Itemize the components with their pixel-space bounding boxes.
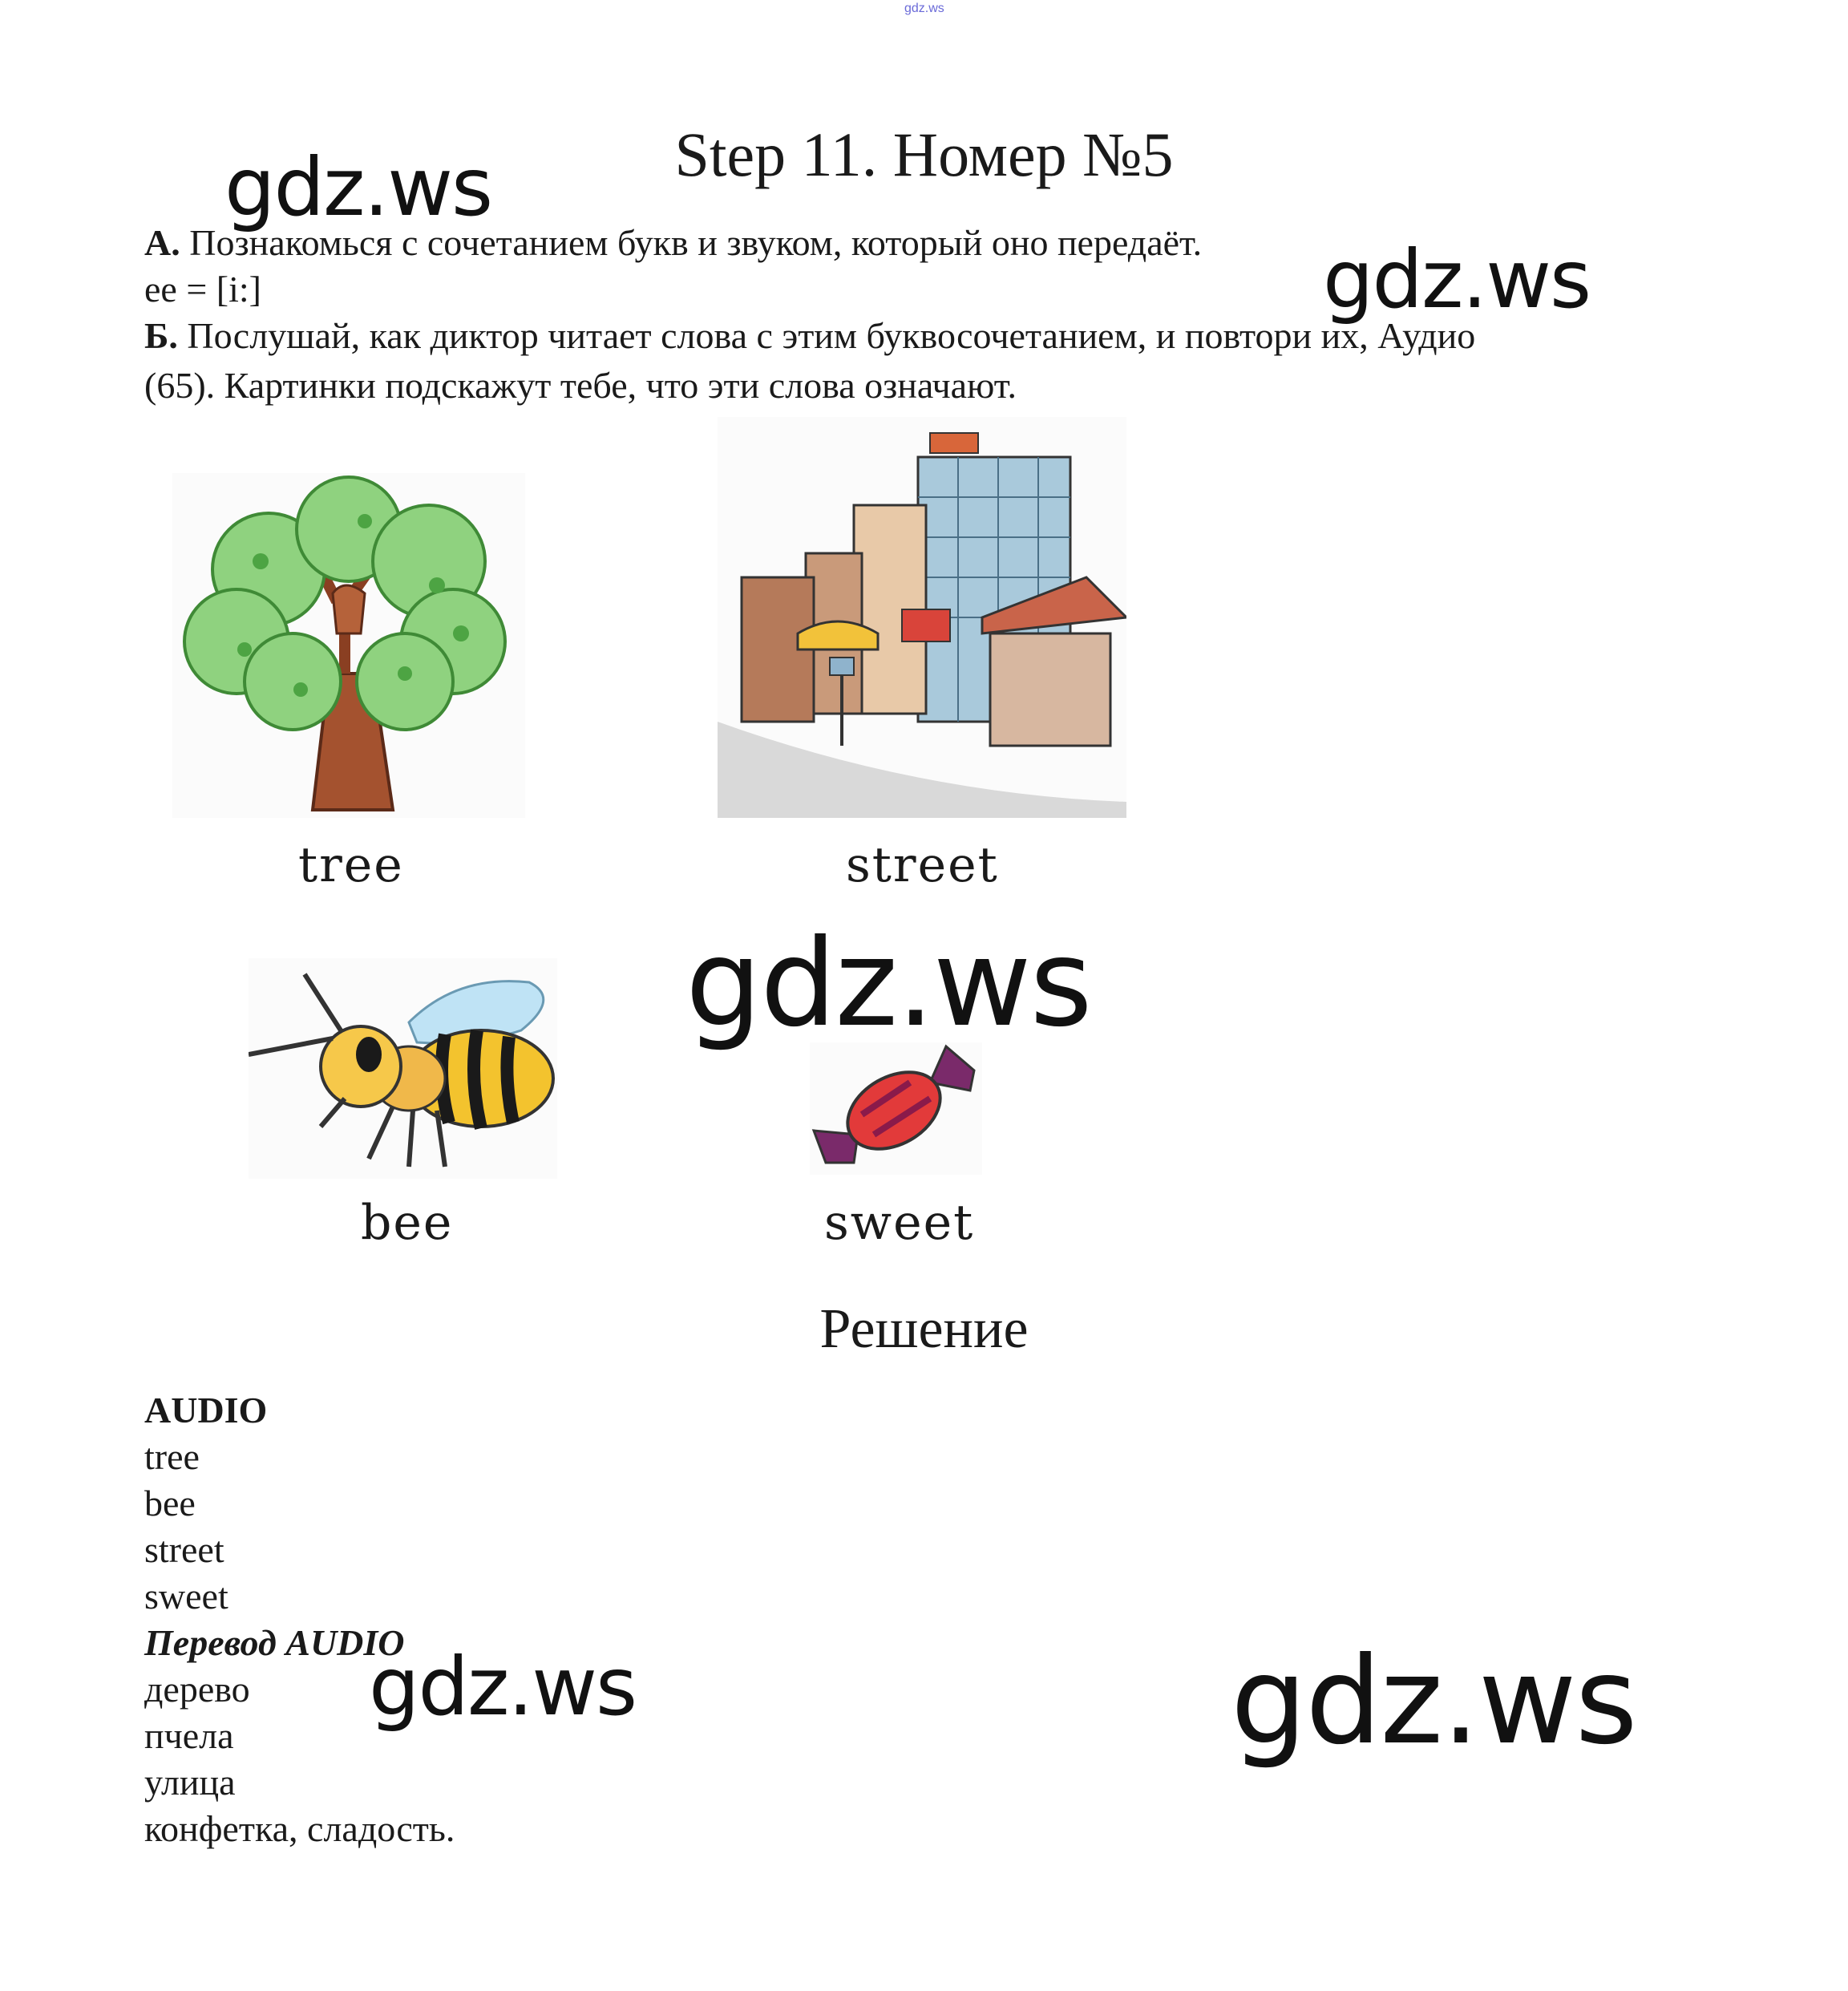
- audio-word: street: [144, 1529, 224, 1570]
- translation-word: дерево: [144, 1669, 250, 1710]
- tree-picture: [172, 473, 525, 818]
- page-title: Step 11. Номер №5: [674, 119, 1174, 189]
- watermark: gdz.ws: [1231, 1632, 1636, 1771]
- translation-word: конфетка, сладость.: [144, 1808, 455, 1849]
- bee-caption: bee: [361, 1195, 454, 1251]
- translation-word: пчела: [144, 1715, 234, 1756]
- audio-word: sweet: [144, 1576, 228, 1617]
- watermark: gdz.ws: [224, 140, 492, 234]
- solution-list: [144, 1387, 455, 1852]
- audio-heading: AUDIO: [144, 1390, 268, 1431]
- watermark: gdz.ws: [1323, 233, 1591, 326]
- translation-word: улица: [144, 1762, 236, 1803]
- translation-heading: Перевод AUDIO: [144, 1622, 405, 1663]
- solution-heading: Решение: [819, 1298, 1029, 1360]
- watermark: gdz.ws: [369, 1640, 637, 1734]
- task-b-label: Б.: [144, 315, 178, 356]
- task-b-line2: (65). Картинки подскажут тебе, что эти слова означают.: [144, 365, 1017, 406]
- street-picture: [718, 417, 1126, 818]
- task-a-text: Познакомься с сочетанием букв и звуком, который оно передаёт.: [180, 222, 1203, 263]
- sweet-picture: [810, 1042, 982, 1175]
- watermark: gdz.ws: [685, 914, 1091, 1054]
- audio-word: tree: [144, 1436, 200, 1477]
- sweet-caption: sweet: [824, 1195, 975, 1251]
- task-a-label: А.: [144, 222, 180, 263]
- street-caption: street: [846, 837, 999, 893]
- tree-caption: tree: [298, 837, 404, 893]
- audio-word: bee: [144, 1483, 196, 1524]
- sound-rule: ee = [i:]: [144, 269, 261, 310]
- task-b: [144, 313, 1475, 359]
- bee-picture: [249, 958, 557, 1179]
- top-watermark: gdz.ws: [904, 2, 944, 15]
- task-b-text: Послушай, как диктор читает слова с этим буквосочетанием, и повтори их, Аудио: [177, 315, 1476, 356]
